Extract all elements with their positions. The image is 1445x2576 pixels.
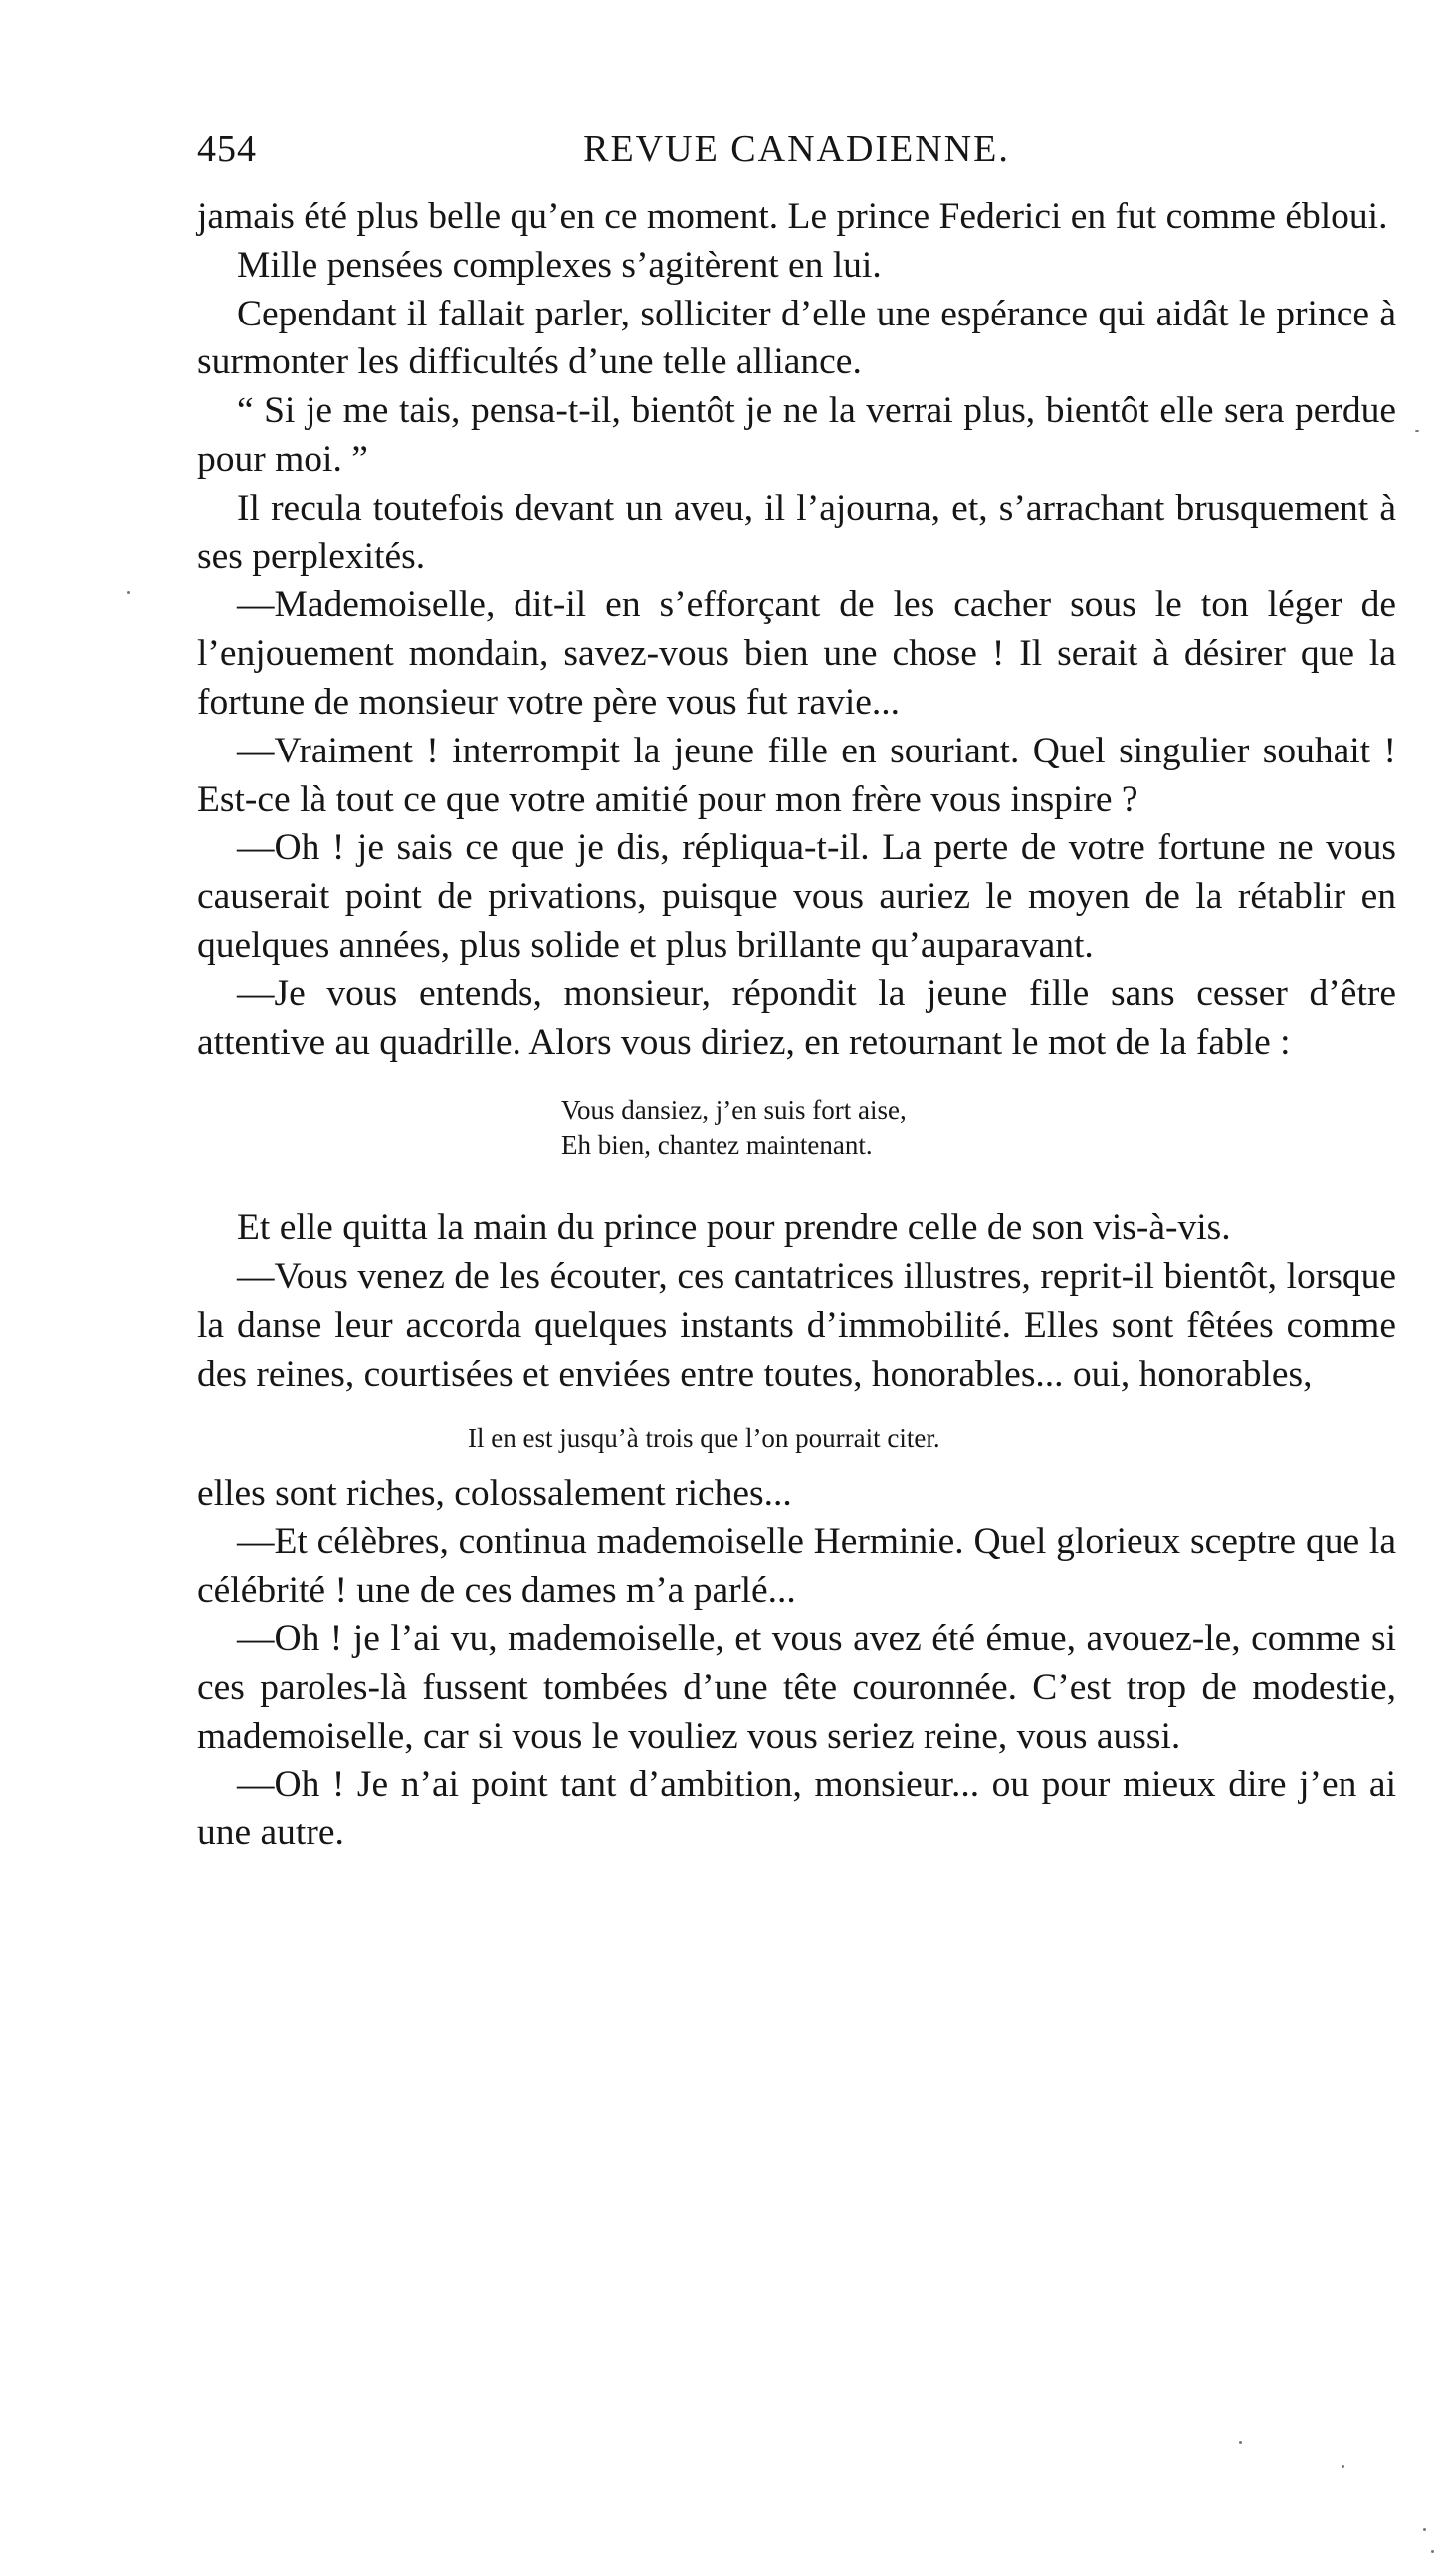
verse-line: Il en est jusqu’à trois que l’on pourrait citer. <box>468 1422 940 1453</box>
paragraph: —Oh ! Je n’ai point tant d’ambition, monsieur... ou pour mieux dire j’en ai une autre. <box>197 1764 1396 1854</box>
paragraph: “ Si je me tais, pensa-t-il, bientôt je ne la verrai plus, bientôt elle sera perdue pour moi. ” <box>197 390 1396 480</box>
scan-speck <box>1431 2550 1434 2553</box>
paragraph: Il recula toutefois devant un aveu, il l’ajourna, et, s’arrachant brusquement à ses perplexités. <box>197 487 1396 577</box>
paragraph: Mille pensées complexes s’agitèrent en lui. <box>237 244 882 286</box>
paragraph: —Vous venez de les écouter, ces cantatrices illustres, reprit-il bientôt, lorsque la danse leur accorda quelques instants d’immobilité. Elles sont fêtées comme des reines, courtisées et enviées entre toutes, honorables... oui, honorables, <box>197 1256 1396 1395</box>
scan-speck <box>1239 2441 1242 2444</box>
running-title: REVUE CANADIENNE. <box>583 128 1010 170</box>
verse-quotation <box>197 1421 1396 1456</box>
verse-quotation <box>197 1093 1396 1163</box>
paragraph: —Mademoiselle, dit-il en s’efforçant de les cacher sous le ton léger de l’enjouement mondain, savez-vous bien une chose ! Il serait à désirer que la fortune de monsieur votre père vous fut ravie... <box>197 584 1396 723</box>
paragraph: Et elle quitta la main du prince pour prendre celle de son vis-à-vis. <box>237 1207 1231 1249</box>
body-text <box>197 193 1396 1858</box>
page-number: 454 <box>197 128 257 170</box>
paragraph: —Oh ! je l’ai vu, mademoiselle, et vous avez été émue, avouez-le, comme si ces paroles-là fussent tombées d’une tête couronnée. C’est trop de modestie, mademoiselle, car si vous le vouliez vous seriez reine, vous aussi. <box>197 1617 1396 1757</box>
scan-speck <box>1415 430 1419 432</box>
scan-speck <box>1342 2465 1344 2468</box>
scan-speck <box>1423 2528 1426 2531</box>
verse-line: Vous dansiez, j’en suis fort aise, <box>561 1095 907 1126</box>
paragraph: elles sont riches, colossalement riches... <box>197 1472 792 1514</box>
page <box>197 127 1396 1858</box>
verse-line: Eh bien, chantez maintenant. <box>561 1130 873 1161</box>
paragraph: —Oh ! je sais ce que je dis, répliqua-t-il. La perte de votre fortune ne vous causerait point de privations, puisque vous auriez le moyen de la rétablir en quelques années, plus solide et plus brillante qu’auparavant. <box>197 827 1396 966</box>
paragraph: —Je vous entends, monsieur, répondit la jeune fille sans cesser d’être attentive au quadrille. Alors vous diriez, en retournant le mot de la fable : <box>197 972 1396 1063</box>
paragraph: jamais été plus belle qu’en ce moment. Le prince Federici en fut comme ébloui. <box>197 196 1388 237</box>
paragraph: —Vraiment ! interrompit la jeune fille en souriant. Quel singulier souhait ! Est-ce là tout ce que votre amitié pour mon frère vous inspire ? <box>197 730 1396 820</box>
scan-speck <box>127 591 130 594</box>
paragraph: —Et célèbres, continua mademoiselle Herminie. Quel glorieux sceptre que la célébrité ! une de ces dames m’a parlé... <box>197 1521 1396 1611</box>
page-header <box>197 127 1396 183</box>
paragraph: Cependant il fallait parler, solliciter d’elle une espérance qui aidât le prince à surmonter les difficultés d’une telle alliance. <box>197 293 1396 383</box>
